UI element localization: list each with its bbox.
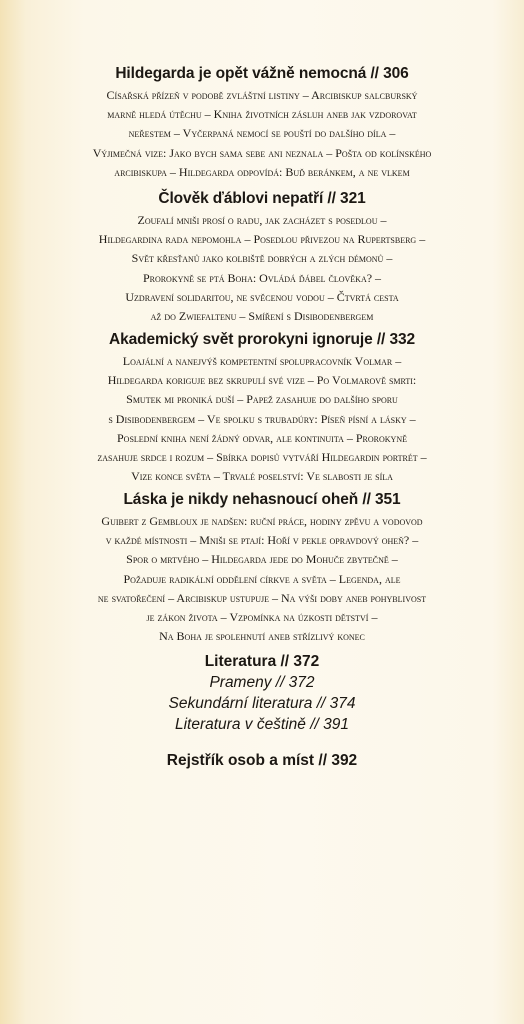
- toc-section: [0, 490, 524, 646]
- section-summary-line: Spor o mrtvého – Hildegarda jede do Mohuče zbytečně –: [126, 552, 398, 567]
- section-summary-line: Na Boha je spolehnutí aneb střízlivý konec: [159, 629, 365, 644]
- section-heading: Hildegarda je opět vážně nemocná // 306: [115, 65, 409, 82]
- section-summary-line: Smutek mi proniká duší – Papež zasahuje do dalšího sporu: [126, 392, 398, 407]
- section-summary-line: Loajální a nanejvýš kompetentní spolupracovník Volmar –: [122, 354, 402, 368]
- section-summary-line: Uzdravení solidaritou, ne svěcenou vodou – Čtvrtá cesta: [125, 289, 399, 304]
- toc-section: [0, 189, 524, 326]
- toc-section: [0, 330, 524, 486]
- literature-block: [0, 651, 524, 735]
- summary-text: marně hledá útěchu – Kniha životních zásluh aneb jak vzdorovat: [107, 107, 417, 122]
- section-summary-line: ne svatořečení – Arcibiskup ustupuje – Na výši doby aneb pohyblivost: [97, 590, 427, 605]
- section-summary-line: Vize konce světa – Trvalé poselství: Ve slabosti je síla: [131, 469, 393, 484]
- toc-section: [0, 64, 524, 182]
- literature-item: Literatura v češtině // 391: [174, 716, 350, 733]
- section-summary-line: Prorokyně se ptá Boha: Ovládá ďábel člověka? –: [142, 270, 382, 285]
- section-heading: Láska je nikdy nehasnoucí oheň // 351: [123, 491, 401, 508]
- section-heading: Akademický svět prorokyni ignoruje // 332: [108, 331, 416, 348]
- section-summary-line: až do Zwiefaltenu – Smíření s Disibodenbergem: [150, 309, 374, 324]
- register-heading: Rejstřík osob a míst // 392: [166, 752, 358, 769]
- section-summary-line: Požaduje radikální oddělení církve a světa – Legenda, ale: [123, 571, 401, 586]
- section-summary-line: Guibert z Gembloux je nadšen: ruční práce, hodiny zpěvu a vodovod: [101, 514, 423, 528]
- section-summary-line: s Disibodenbergem – Ve spolku s trubadúry: Píseň písní a lásky –: [108, 411, 416, 426]
- section-summary-line: je zákon života – Vzpomínka na úzkosti dětství –: [146, 610, 378, 625]
- section-summary-line: Zoufalí mniši prosí o radu, jak zacházet s posedlou –: [137, 213, 387, 227]
- section-summary-line: v každé místnosti – Mniši se ptají: Hoří v pekle opravdový oheň? –: [105, 533, 419, 548]
- section-summary-line: Císařská přízeň v podobě zvláštní listiny – Arcibiskup salcburský: [106, 88, 418, 102]
- literature-item: Sekundární literatura // 374: [168, 695, 356, 712]
- section-summary-line: Poslední kniha není žádný odvar, ale kontinuita – Prorokyně: [117, 430, 407, 445]
- literature-item: Prameny // 372: [209, 674, 315, 691]
- section-summary-line: arcibiskupa – Hildegarda odpovídá: Buď beránkem, a ne vlkem: [114, 164, 410, 179]
- section-summary-line: neřestem – Vyčerpaná nemocí se pouští do dalšího díla –: [128, 126, 396, 141]
- section-summary-line: Hildegardina rada nepomohla – Posedlou přivezou na Rupertsberg –: [98, 232, 426, 247]
- section-summary-line: Výjimečná vize: Jako bych sama sebe ani neznala – Pošta od kolínského: [92, 145, 432, 160]
- literature-heading: Literatura // 372: [204, 653, 320, 670]
- section-summary-line: [0, 105, 524, 124]
- section-summary-line: Hildegarda koriguje bez skrupulí své vize – Po Volmarově smrti:: [107, 373, 417, 388]
- section-summary-line: Svět křesťanů jako kolbiště dobrých a zlých démonů –: [131, 251, 393, 266]
- section-summary-line: zasahuje srdce i rozum – Sbírka dopisů vytváří Hildegardin portrét –: [97, 450, 427, 465]
- section-heading: Člověk ďáblovi nepatří // 321: [158, 190, 366, 207]
